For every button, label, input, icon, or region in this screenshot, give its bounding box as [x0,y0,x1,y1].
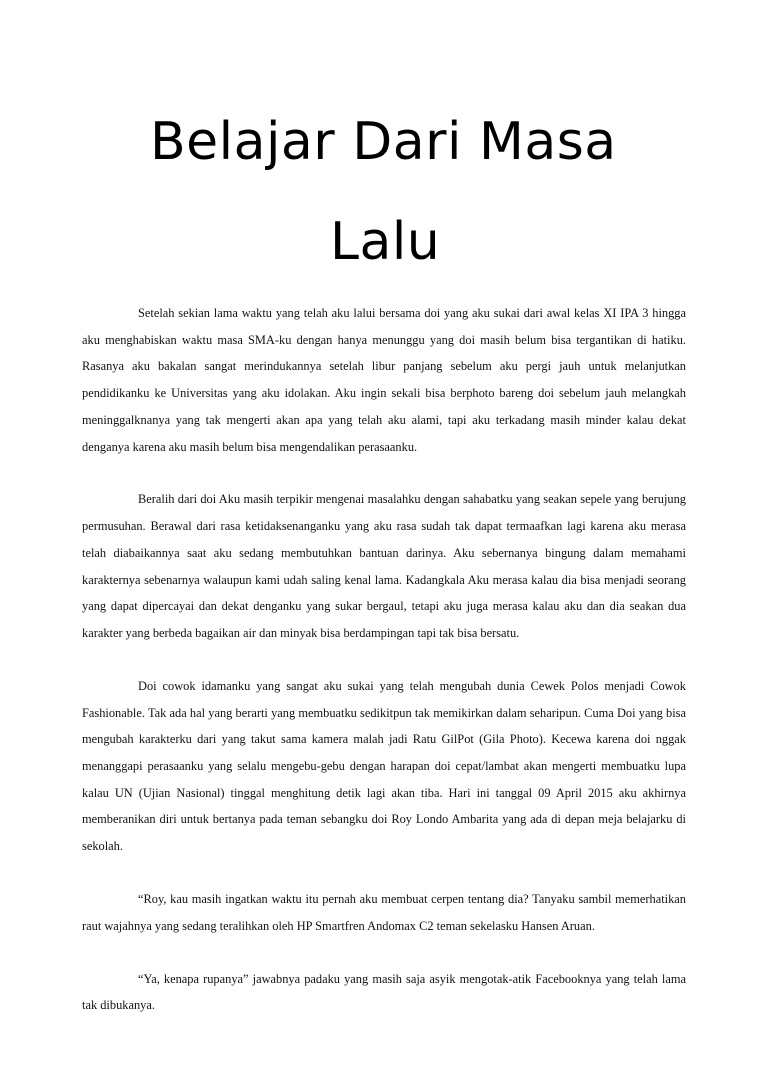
paragraph: “Ya, kenapa rupanya” jawabnya padaku yang masih saja asyik mengotak-atik Facebooknya yang telah lama tak dibukanya. [82,971,686,1013]
paragraph: Setelah sekian lama waktu yang telah aku lalui bersama doi yang aku sukai dari awal kelas XI IPA 3 hingga aku menghabiskan waktu masa SMA-ku dengan hanya menunggu yang doi masih belum bisa tergantikan di hatiku. Rasanya aku bakalan sangat merindukannya setelah libur panjang sebelum aku pergi jauh untuk melanjutkan pendidikanku ke Universitas yang aku idolakan. Aku ingin sekali bisa berphoto bareng doi sebelum jauh melangkah meninggalknanya yang tak mengerti akan apa yang telah aku alami, tapi aku terkadang masih minder kalau dekat denganya karena aku masih belum bisa mengendalikan perasaanku. [82,306,686,454]
document-body [82,300,686,1045]
paragraph: Doi cowok idamanku yang sangat aku sukai yang telah mengubah dunia Cewek Polos menjadi Cowok Fashionable. Tak ada hal yang berarti yang membuatku sedikitpun tak memikirkan dalam seharipun. Cuma Doi yang bisa mengubah karakterku dari yang takut sama kamera malah jadi Ratu GilPot (Gila Photo). Kecewa karena doi nggak menanggapi perasaanku yang selalu mengebu-gebu dengan harapan doi cepat/lambat akan mengerti membuatku lupa kalau UN (Ujian Nasional) tinggal menghitung detik lagi akan tiba. Hari ini tanggal 09 April 2015 aku akhirnya memberanikan diri untuk bertanya pada teman sebangku doi Roy Londo Ambarita yang ada di depan meja belajarku di sekolah. [82,678,686,854]
paragraph: Beralih dari doi Aku masih terpikir mengenai masalahku dengan sahabatku yang seakan sepele yang berujung permusuhan. Berawal dari rasa ketidaksenanganku yang aku rasa sudah tak dapat termaafkan lagi karena aku merasa telah diabaikannya saat aku sedang membutuhkan bantuan darinya. Aku sebernanya bingung dalam memahami karakternya sebenarnya walaupun kami udah saling kenal lama. Kadangkala Aku merasa kalau dia bisa menjadi seorang yang dapat dipercayai dan dekat denganku yang sukar bergaul, tetapi aku juga merasa kalau aku dan dia seakan dua karakter yang berbeda bagaikan air dan minyak bisa berdampingan tapi tak bisa bersatu. [82,492,686,640]
document-title-line-1: Belajar Dari Masa [150,112,617,172]
document-title-line-2: Lalu [330,212,441,272]
paragraph: “Roy, kau masih ingatkan waktu itu pernah aku membuat cerpen tentang dia? Tanyaku sambil memerhatikan raut wajahnya yang sedang teralihkan oleh HP Smartfren Andomax C2 teman sekelasku Hansen Aruan. [82,891,686,933]
